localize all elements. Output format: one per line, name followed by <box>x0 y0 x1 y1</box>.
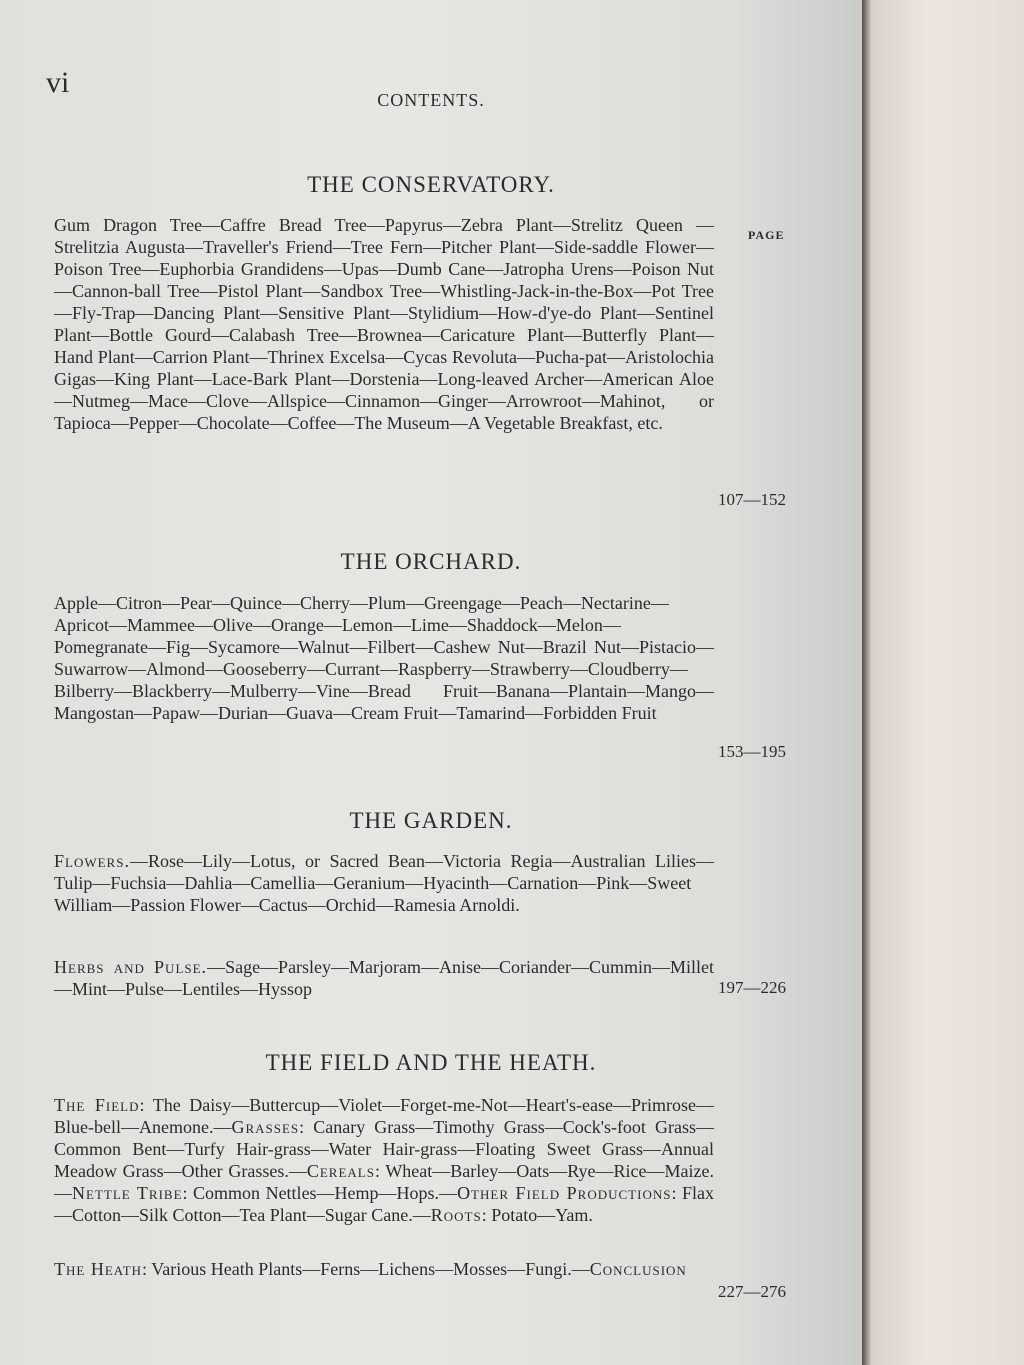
flowers-text: —Rose—Lily—Lotus, or Sacred Bean—Victoria Regia—Australian Lilies—Tulip—Fuchsia—Dahlia—Camellia—Geranium—Hyacinth—Carnation—Pink—Sweet William—Passion Flower—Cactus—Orchid—Ramesia Arnoldi. <box>54 851 714 915</box>
herbs-text: —Sage—Parsley—Marjoram—Anise—Coriander—Cummin—Millet—Mint—Pulse—Lentiles—Hyssop <box>54 957 714 999</box>
field-entry <box>54 1094 714 1226</box>
conclusion-label: Conclusion <box>589 1259 687 1279</box>
page-range-garden: 197—226 <box>718 978 786 997</box>
section-text-orchard: Apple—Citron—Pear—Quince—Cherry—Plum—Greengage—Peach—Nectarine—Apricot—Mammee—Olive—Orange—Lemon—Lime—Shaddock—Melon—Pomegranate—Fig—Sycamore—Walnut—Filbert—Cashew Nut—Brazil Nut—Pistacio—Suwarrow—Almond—Gooseberry—Currant—Raspberry—Strawberry—Cloudberry—Bilberry—Blackberry—Mulberry—Vine—Bread Fruit—Banana—Plantain—Mango—Mangostan—Papaw—Durian—Guava—Cream Fruit—Tamarind—Forbidden Fruit <box>54 593 714 723</box>
field-text-1: : The Daisy—Buttercup—Violet—Forget-me-Not—Heart's-ease—Primrose—Blue-bell—Anemone.— <box>54 1095 714 1137</box>
field-text-4: : Common Nettles—Hemp—Hops.— <box>182 1183 458 1203</box>
page-range-field-heath: 227—276 <box>718 1282 786 1301</box>
heath-entry <box>54 1258 714 1280</box>
page-range-orchard: 153—195 <box>718 742 786 761</box>
section-title-orchard: THE ORCHARD. <box>340 549 522 574</box>
section-title-conservatory: THE CONSERVATORY. <box>307 172 555 197</box>
flowers-label: Flowers. <box>54 851 130 871</box>
roots-label: Roots <box>430 1205 482 1225</box>
grasses-label: Grasses <box>231 1117 300 1137</box>
page-range-conservatory: 107—152 <box>718 490 786 509</box>
herbs-label: Herbs and Pulse. <box>54 957 208 977</box>
field-label: The Field <box>54 1095 140 1115</box>
field-text-5: : Flax—Cotton—Silk Cotton—Tea Plant—Sugar Cane.— <box>54 1183 714 1225</box>
page-number: vi <box>46 66 70 99</box>
cereals-label: Cereals <box>306 1161 375 1181</box>
field-text-6: : Potato—Yam. <box>481 1205 593 1225</box>
garden-herbs-entry <box>54 956 714 1000</box>
heath-label: The Heath <box>54 1259 143 1279</box>
other-field-label: Other Field Productions <box>457 1183 672 1203</box>
section-title-field-heath: THE FIELD AND THE HEATH. <box>265 1050 597 1075</box>
page-column-label: PAGE <box>748 228 785 242</box>
section-title-garden: THE GARDEN. <box>349 808 513 833</box>
field-text-3: : Wheat—Barley—Oats—Rye—Rice—Maize.— <box>54 1161 714 1203</box>
garden-flowers-entry <box>54 850 714 916</box>
heath-text: : Various Heath Plants—Ferns—Lichens—Mosses—Fungi.— <box>142 1259 590 1279</box>
nettle-tribe-label: Nettle Tribe <box>72 1183 183 1203</box>
book-spine-edge <box>862 0 1024 1365</box>
section-text-conservatory: Gum Dragon Tree—Caffre Bread Tree—Papyrus—Zebra Plant—Strelitz Queen —Strelitzia Augusta—Traveller's Friend—Tree Fern—Pitcher Plant—Side-saddle Flower—Poison Tree—Euphorbia Grandidens—Upas—Dumb Cane—Jatropha Urens—Poison Nut—Cannon-ball Tree—Pistol Plant—Sandbox Tree—Whistling-Jack-in-the-Box—Pot Tree—Fly-Trap—Dancing Plant—Sensitive Plant—Stylidium—How-d'ye-do Plant—Sentinel Plant—Bottle Gourd—Calabash Tree—Brownea—Caricature Plant—Butterfly Plant—Hand Plant—Carrion Plant—Thrinex Excelsa—Cycas Revoluta—Pucha-pat—Aristolochia Gigas—King Plant—Lace-Bark Plant—Dorstenia—Long-leaved Archer—American Aloe—Nutmeg—Mace—Clove—Allspice—Cinnamon—Ginger—Arrowroot—Mahinot, or Tapioca—Pepper—Chocolate—Coffee—The Museum—A Vegetable Breakfast, etc. <box>54 215 714 433</box>
field-text-2: : Canary Grass—Timothy Grass—Cock's-foot Grass—Common Bent—Turfy Hair-grass—Water Hair-grass—Floating Sweet Grass—Annual Meadow Grass—Other Grasses.— <box>54 1117 714 1181</box>
running-head: CONTENTS. <box>377 90 485 110</box>
